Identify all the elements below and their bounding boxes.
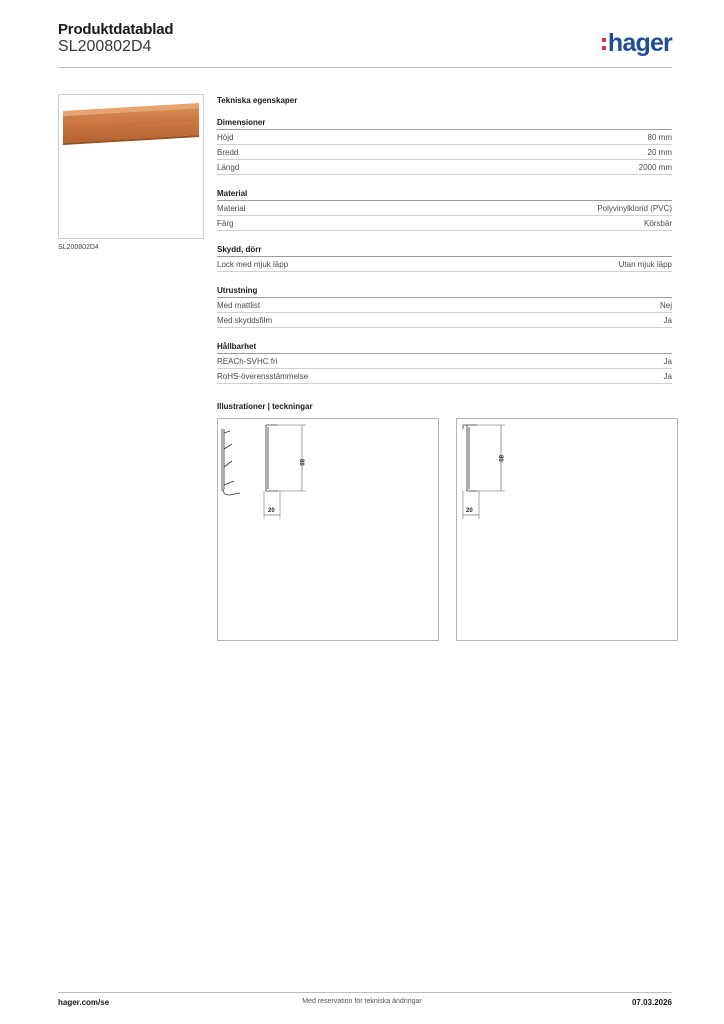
spec-value: 2000 mm <box>638 162 672 172</box>
technical-specs <box>217 96 672 396</box>
spec-label: Lock med mjuk läpp <box>217 259 289 269</box>
spec-label: Höjd <box>217 132 234 142</box>
page-title: Produktdatablad <box>58 21 174 38</box>
spec-value: Ja <box>663 371 672 381</box>
spec-value: Körsbär <box>643 218 672 228</box>
spec-value: 80 mm <box>647 132 672 142</box>
spec-row <box>217 145 672 160</box>
spec-row <box>217 160 672 175</box>
technical-drawing-2 <box>456 418 678 641</box>
spec-row <box>217 298 672 313</box>
header-divider <box>58 67 672 68</box>
spec-group-title: Material <box>217 187 672 201</box>
spec-row <box>217 354 672 369</box>
height-dimension-label: 80 <box>497 455 503 462</box>
width-dimension-label: 20 <box>268 508 275 514</box>
spec-group-title: Hållbarhet <box>217 340 672 354</box>
footer-disclaimer: Med reservation för tekniska ändringar <box>302 998 422 1005</box>
spec-row <box>217 216 672 231</box>
spec-group-equipment <box>217 284 672 328</box>
spec-group-title: Skydd, dörr <box>217 243 672 257</box>
spec-label: Bredd <box>217 147 239 157</box>
spec-value: Utan mjuk läpp <box>618 259 672 269</box>
height-dimension-label: 80 <box>298 459 304 466</box>
spec-row <box>217 257 672 272</box>
spec-label: Med mattlist <box>217 300 261 310</box>
spec-value: 20 mm <box>647 147 672 157</box>
spec-row <box>217 201 672 216</box>
spec-value: Nej <box>659 300 672 310</box>
spec-row <box>217 369 672 384</box>
spec-row <box>217 313 672 328</box>
hager-logo[interactable] <box>602 29 672 58</box>
footer-website-link[interactable]: hager.com/se <box>58 998 110 1007</box>
product-image-caption: SL200802D4 <box>58 244 99 251</box>
technical-drawing-1 <box>217 418 439 641</box>
spec-group-title: Utrustning <box>217 284 672 298</box>
spec-label: RoHS-överensstämmelse <box>217 371 309 381</box>
spec-group-material <box>217 187 672 231</box>
width-dimension-label: 20 <box>466 508 473 514</box>
spec-value: Ja <box>663 315 672 325</box>
spec-label: Material <box>217 203 246 213</box>
spec-value: Ja <box>663 356 672 366</box>
product-code: SL200802D4 <box>58 38 152 55</box>
spec-row <box>217 130 672 145</box>
cover-drawing <box>457 419 677 640</box>
logo-dots-icon <box>602 38 606 50</box>
spec-group-door-protection <box>217 243 672 272</box>
logo-text: hager <box>607 29 672 57</box>
spec-group-title: Dimensioner <box>217 116 672 130</box>
spec-label: Färg <box>217 218 234 228</box>
illustrations-heading: Illustrationer | teckningar <box>217 402 313 411</box>
spec-value: Polyvinylklorid (PVC) <box>597 203 672 213</box>
spec-group-dimensions <box>217 116 672 175</box>
spec-label: REACh-SVHC fri <box>217 356 278 366</box>
profile-drawing <box>218 419 438 640</box>
specs-heading: Tekniska egenskaper <box>217 96 298 105</box>
footer-divider <box>58 992 672 993</box>
spec-label: Längd <box>217 162 240 172</box>
spec-group-sustainability <box>217 340 672 384</box>
footer-date: 07.03.2026 <box>631 998 672 1007</box>
spec-label: Med skyddsfilm <box>217 315 273 325</box>
product-image <box>58 94 204 239</box>
cable-trunking-cover-image <box>59 95 203 238</box>
